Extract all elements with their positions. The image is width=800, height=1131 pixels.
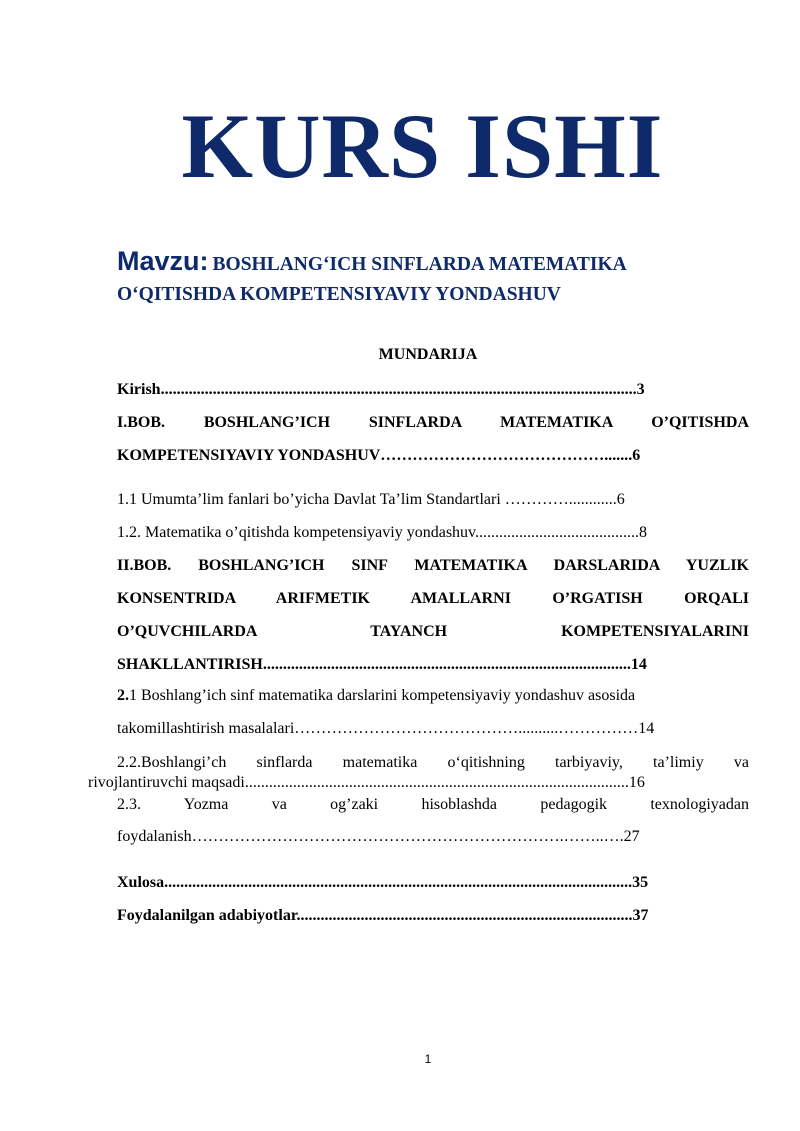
toc-entry-2-1-line1 <box>117 686 749 706</box>
toc-entry-bob2-line1: II.BOB. BOSHLANG’ICH SINF MATEMATIKA DARSLARIDA YUZLIK <box>117 557 749 574</box>
toc-entry-2-1-text: 1 Boshlang’ich sinf matematika darslarini kompetensiyaviy yondashuv asosida <box>129 687 636 704</box>
topic-line-1 <box>117 242 737 281</box>
toc-entry-bob1-line1: I.BOB. BOSHLANG’ICH SINFLARDA MATEMATIKA O’QITISHDA <box>117 414 749 431</box>
topic-block <box>117 242 737 309</box>
toc-entry-1-1: 1.1 Umumta’lim fanlari bo’yicha Davlat Ta’lim Standartlari …………............6 <box>117 491 625 508</box>
toc-entry-2-1-number: 2. <box>117 687 129 704</box>
toc-entry-2-1-line2: takomillashtirish masalalari……………………………………..........……………14 <box>117 720 655 737</box>
toc-entry-bob2-line4: SHAKLLANTIRISH............................................................................................14 <box>117 656 647 673</box>
toc-heading: MUNDARIJA <box>378 346 478 363</box>
toc-entry-adabiyotlar: Foydalanilgan adabiyotlar....................................................................................37 <box>117 907 649 924</box>
toc-entry-2-3-line1: 2.3. Yozma va og’zaki hisoblashda pedagogik texnologiyadan <box>117 796 749 813</box>
document-title: KURS ISHI <box>181 95 664 197</box>
topic-line-2: O‘QITISHDA KOMPETENSIYAVIY YONDASHUV <box>117 284 561 306</box>
topic-text-1: BOSHLANG‘ICH SINFLARDA MATEMATIKA <box>212 254 627 275</box>
toc-entry-bob2-line2: KONSENTRIDA ARIFMETIK AMALLARNI O’RGATISH ORQALI <box>117 590 749 607</box>
toc-entry-2-2-line1: 2.2.Boshlangi’ch sinflarda matematika o‘qitishning tarbiyaviy, ta’limiy va <box>117 754 749 771</box>
topic-label: Mavzu: <box>117 246 209 276</box>
toc-entry-bob2-line3: O’QUVCHILARDA TAYANCH KOMPETENSIYALARINI <box>117 623 749 640</box>
toc-entry-kirish: Kirish.......................................................................................................................3 <box>117 381 645 398</box>
toc-entry-2-2-line2: rivojlantiruvchi maqsadi................................................................................................16 <box>88 774 645 791</box>
toc-entry-2-3-line2: foydalanish…………………………………………………………….……..….27 <box>117 828 640 845</box>
toc-entry-bob1-line2: KOMPETENSIYAVIY YONDASHUV…………………………………….......6 <box>117 447 641 464</box>
page-number: 1 <box>424 1052 432 1066</box>
toc-entry-1-2: 1.2. Matematika o’qitishda kompetensiyaviy yondashuv.........................................8 <box>117 524 648 541</box>
toc-entry-xulosa: Xulosa.....................................................................................................................35 <box>117 874 649 891</box>
